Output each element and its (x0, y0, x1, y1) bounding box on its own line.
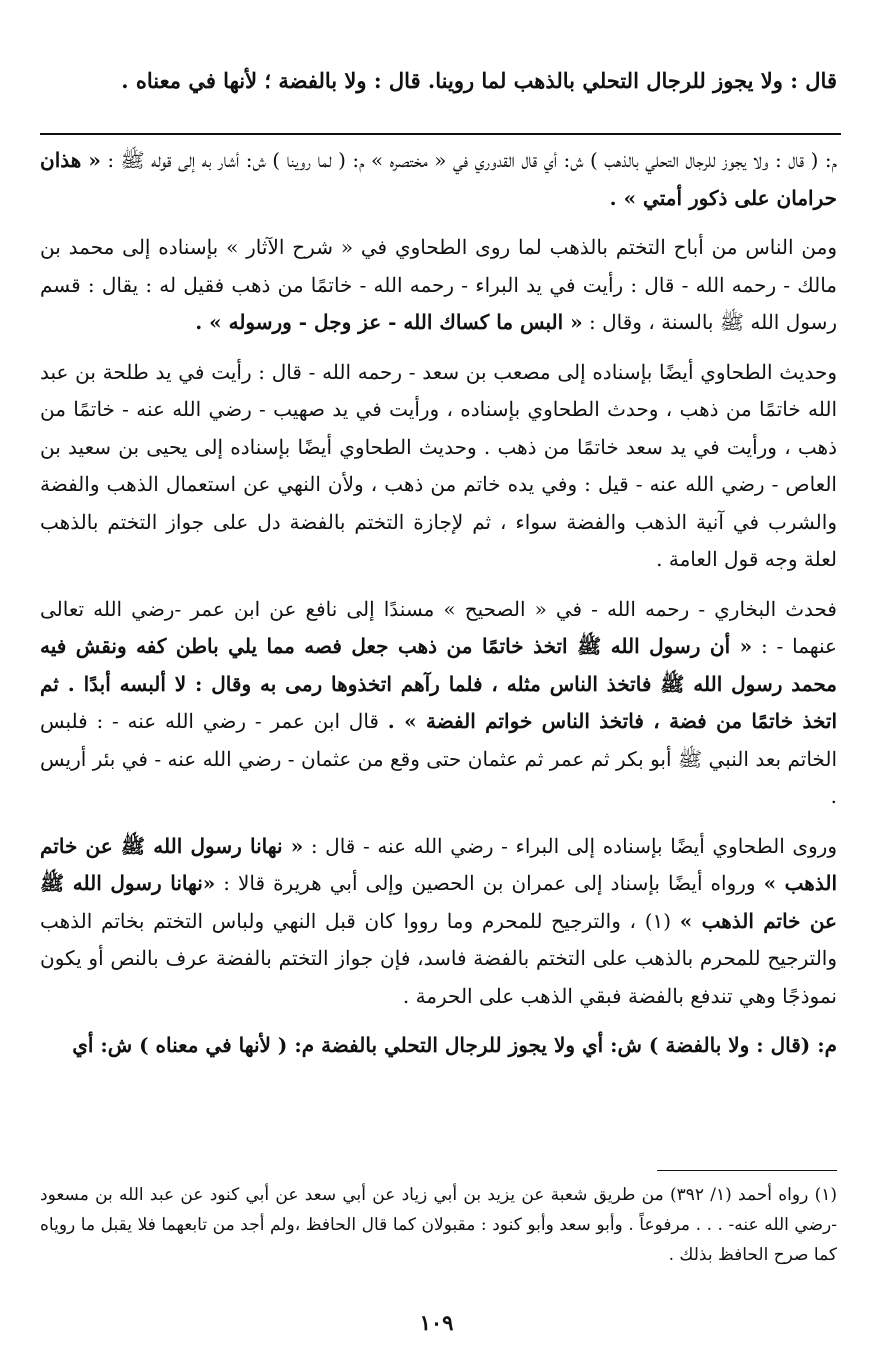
hadith-quote: « هذان حرامان على ذكور أمتي » . (40, 148, 837, 210)
paragraph-text: ش: أي (72, 1033, 140, 1057)
paragraph-text: وحديث الطحاوي أيضًا بإسناده إلى مصعب بن سعد - رحمه الله - قال : رأيت في يد طلحة بن عبد الله خاتمًا من ذهب ، وحدث الطحاوي بإسناده ، ورأيت في يد صهيب - رضي الله عنه - خاتمًا من ذهب ، ورأيت في يد سعد خاتمًا من ذهب . وحديث الطحاوي أيضًا بإسناده إلى يحيى بن سعيد بن العاص - رضي الله عنه - قيل : وفي يده خاتم من ذهب ، ولأن النهي عن استعمال الذهب والفضة والشرب في آنية الذهب والفضة سواء ، ثم لإجازة التختم بالفضة دل على جواز التختم بالذهب لعلة وجه قول العامة . (40, 359, 837, 571)
paragraph-text: م: ( قال : ولا يجوز للرجال التحلي بالذهب ) ش: أي قال القدوري في « مختصره » م: ( لما روينا ) ش: أشار به إلى قوله ﷺ : (100, 148, 837, 172)
commentary-paragraph-5 (40, 828, 837, 1016)
paragraph-text: م: (قال : ولا بالفضة ) ش: أي ولا يجوز للرجال التحلي بالفضة م: (287, 1033, 837, 1057)
commentary-body (40, 142, 837, 1065)
paragraph-text: ورواه أيضًا بإسناد إلى عمران بن الحصين وإلى أبي هريرة قالا : (215, 871, 764, 895)
hadith-quote: «نهانا رسول الله ﷺ عن خاتم الذهب » (40, 871, 837, 933)
commentary-paragraph-6 (40, 1027, 837, 1065)
paragraph-text: ، والترجيح للمحرم وما رووا كان قبل النهي ولباس التختم بخاتم الذهب والترجيح للمحرم بالذهب على التختم بالفضة فاسد، فإن جواز التختم بالفضة عرف بالنص أو يكون نموذجًا وهي تندفع بالفضة فبقي الذهب على الحرمة . (40, 908, 837, 1008)
paragraph-text: وروى الطحاوي أيضًا بإسناده إلى البراء - رضي الله عنه - قال : (303, 833, 837, 858)
hadith-quote: « نهانا رسول الله ﷺ عن خاتم الذهب » (40, 833, 837, 895)
hadith-quote: « أن رسول الله ﷺ اتخذ خاتمًا من ذهب جعل فصه مما يلي باطن كفه ونقش فيه محمد رسول الله ﷺ فاتخذ الناس مثله ، فلما رآهم اتخذوها رمى به وقال : لا ألبسه أبدًا . ثم اتخذ خاتمًا من فضة ، فاتخذ الناس خواتم الفضة » . (40, 634, 837, 733)
paragraph-text: فحدث البخاري - رحمه الله - في « الصحيح » مسندًا إلى نافع عن ابن عمر -رضي الله تعالى عنهما - : (40, 596, 837, 658)
page-number: ١٠٩ (419, 1310, 454, 1335)
commentary-paragraph-4 (40, 591, 837, 816)
paragraph-text: ومن الناس من أباح التختم بالذهب لما روى الطحاوي في « شرح الآثار » بإسناده إلى محمد بن مالك - رحمه الله - قال : رأيت في يد البراء - رحمه الله - خاتمًا من ذهب فقيل له : يقال : قسم رسول الله ﷺ بالسنة ، وقال : (40, 235, 837, 334)
matn-quote: ( لأنها في معناه ) (139, 1033, 288, 1057)
paragraph-text: قال ابن عمر - رضي الله عنه - : فلبس الخاتم بعد النبي ﷺ أبو بكر ثم عمر ثم عثمان حتى وقع من عثمان - رضي الله عنه - في بئر أريس . (40, 709, 837, 808)
commentary-paragraph-2 (40, 229, 837, 342)
commentary-paragraph-3 (40, 354, 837, 579)
footnote-marker: (١) (644, 908, 680, 933)
top-separator (40, 133, 841, 135)
footnote-separator (657, 1170, 837, 1171)
commentary-paragraph-1 (40, 142, 837, 217)
matn-text: قال : ولا يجوز للرجال التحلي بالذهب لما روينا. قال : ولا بالفضة ؛ لأنها في معناه . (121, 68, 837, 93)
footnote: (١) رواه أحمد (١/ ٣٩٢) من طريق شعبة عن يزيد بن أبي زياد عن أبي سعد عن أبي كنود عن عبد الله بن مسعود -رضي الله عنه- . . . مرفوعاً . وأبو سعد وأبو كنود : مقبولان كما قال الحافظ ،ولم أجد من تابعهما فلا يقبل ما روياه كما صرح الحافظ بذلك . (40, 1185, 837, 1265)
hadith-quote: « البس ما كساك الله - عز وجل - ورسوله » . (195, 310, 583, 334)
